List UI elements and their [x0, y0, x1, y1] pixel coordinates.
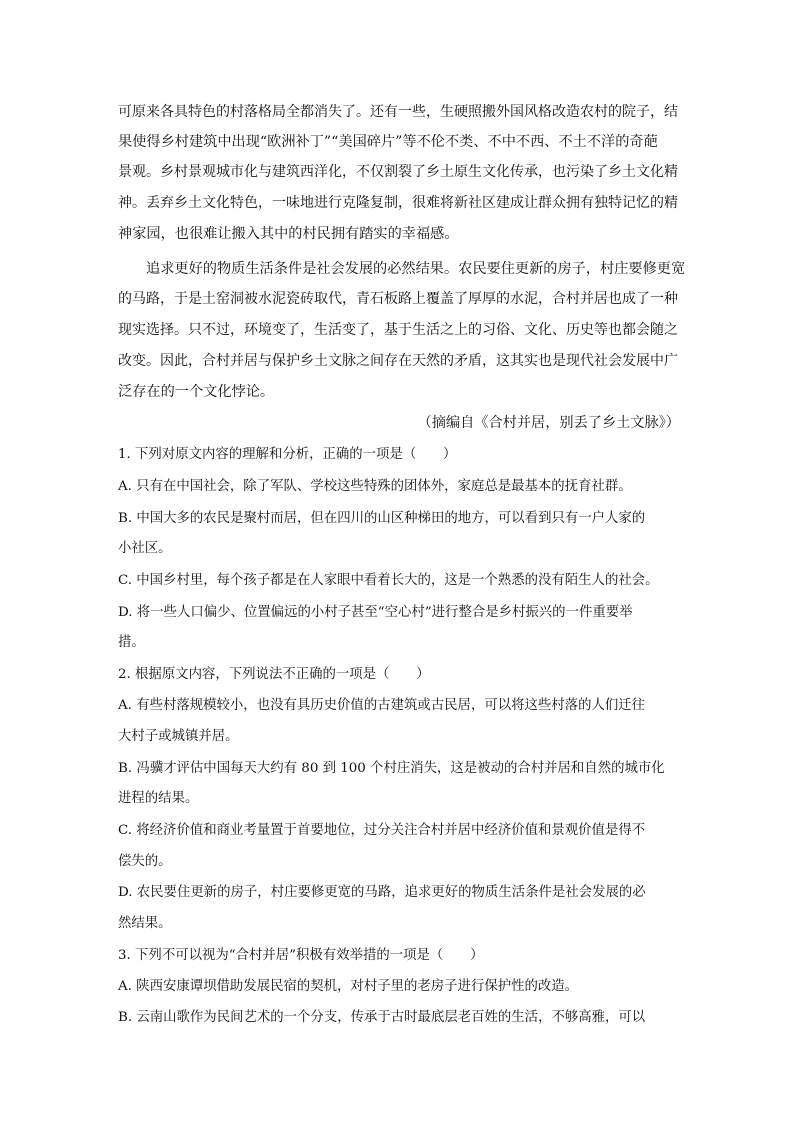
passage-source: （摘编自《合村并居，别丢了乡土文脉》） [417, 415, 680, 431]
passage-p1-line-4: 神。丢弃乡土文化特色，一味地进行克隆复制，很难将新社区建成让群众拥有独特记忆的精 [118, 195, 678, 211]
question-2-option-d: D. 农民要住更新的房子，村庄要修更宽的马路，追求更好的物质生活条件是社会发展的必 [118, 885, 646, 900]
question-2-option-c: C. 将经济价值和商业考量置于首要地位，过分关注合村并居中经济价值和景观价值是得不 [118, 823, 646, 838]
question-1-option-b-cont: 小社区。 [118, 541, 172, 556]
question-3-option-b: B. 云南山歌作为民间艺术的一个分支，传承于古时最底层老百姓的生活，不够高雅，可以 [118, 1010, 646, 1025]
question-1-option-a: A. 只有在中国社会，除了军队、学校这些特殊的团体外，家庭总是最基本的抚育社群。 [118, 479, 632, 494]
question-2-option-b: B. 冯骥才评估中国每天大约有 80 到 100 个村庄消失，这是被动的合村并居和自然的城市化 [118, 761, 665, 776]
passage-p1-line-5: 神家园，也很难让搬入其中的村民拥有踏实的幸福感。 [118, 226, 459, 242]
passage-p1-line-3: 景观。乡村景观城市化与建筑西洋化，不仅割裂了乡土原生文化传承，也污染了乡土文化精 [118, 164, 678, 180]
passage-p2-line-4: 改变。因此，合村并居与保护乡土文脉之间存在天然的矛盾，这其实也是现代社会发展中广 [118, 353, 678, 369]
passage-p1-line-2: 果使得乡村建筑中出现“欧洲补丁”“美国碎片”等不伦不类、不中不西、不土不洋的奇葩 [118, 134, 658, 150]
question-1-option-b: B. 中国大多的农民是聚村而居，但在四川的山区种梯田的地方，可以看到只有一户人家的 [118, 511, 646, 526]
passage-p1-line-1: 可原来各具特色的村落格局全都消失了。还有一些，生硬照搬外国风格改造农村的院子，结 [118, 104, 678, 120]
question-1-stem: 1. 下列对原文内容的理解和分析，正确的一项是（ ） [118, 447, 457, 462]
question-3-stem: 3. 下列不可以视为“合村并居”积极有效举措的一项是（ ） [118, 948, 484, 963]
passage-p2-line-1: 追求更好的物质生活条件是社会发展的必然结果。农民要住更新的房子，村庄要修更宽 [146, 261, 686, 277]
question-2-option-b-cont: 进程的结果。 [118, 791, 199, 806]
question-2-option-c-cont: 偿失的。 [118, 854, 172, 869]
question-1-option-d: D. 将一些人口偏少、位置偏远的小村子甚至“空心村”进行整合是乡村振兴的一件重要举 [118, 605, 633, 620]
passage-p2-line-3: 现实选择。只不过，环境变了，生活变了，基于生活之上的习俗、文化、历史等也都会随之 [118, 322, 678, 338]
question-2-option-a-cont: 大村子或城镇并居。 [118, 729, 239, 744]
passage-p2-line-5: 泛存在的一个文化悖论。 [118, 384, 275, 400]
passage-p2-line-2: 的马路，于是土窑洞被水泥瓷砖取代，青石板路上覆盖了厚厚的水泥，合村并居也成了一种 [118, 291, 678, 307]
question-3-option-a: A. 陕西安康谭坝借助发展民宿的契机，对村子里的老房子进行保护性的改造。 [118, 979, 579, 994]
question-2-option-d-cont: 然结果。 [118, 916, 172, 931]
question-1-option-c: C. 中国乡村里，每个孩子都是在人家眼中看着长大的，这是一个熟悉的没有陌生人的社会。 [118, 573, 659, 588]
question-2-stem: 2. 根据原文内容，下列说法不正确的一项是（ ） [118, 667, 430, 682]
question-2-option-a: A. 有些村落规模较小，也没有具历史价值的古建筑或古民居，可以将这些村落的人们迁往 [118, 698, 646, 713]
question-1-option-d-cont: 措。 [118, 635, 145, 650]
